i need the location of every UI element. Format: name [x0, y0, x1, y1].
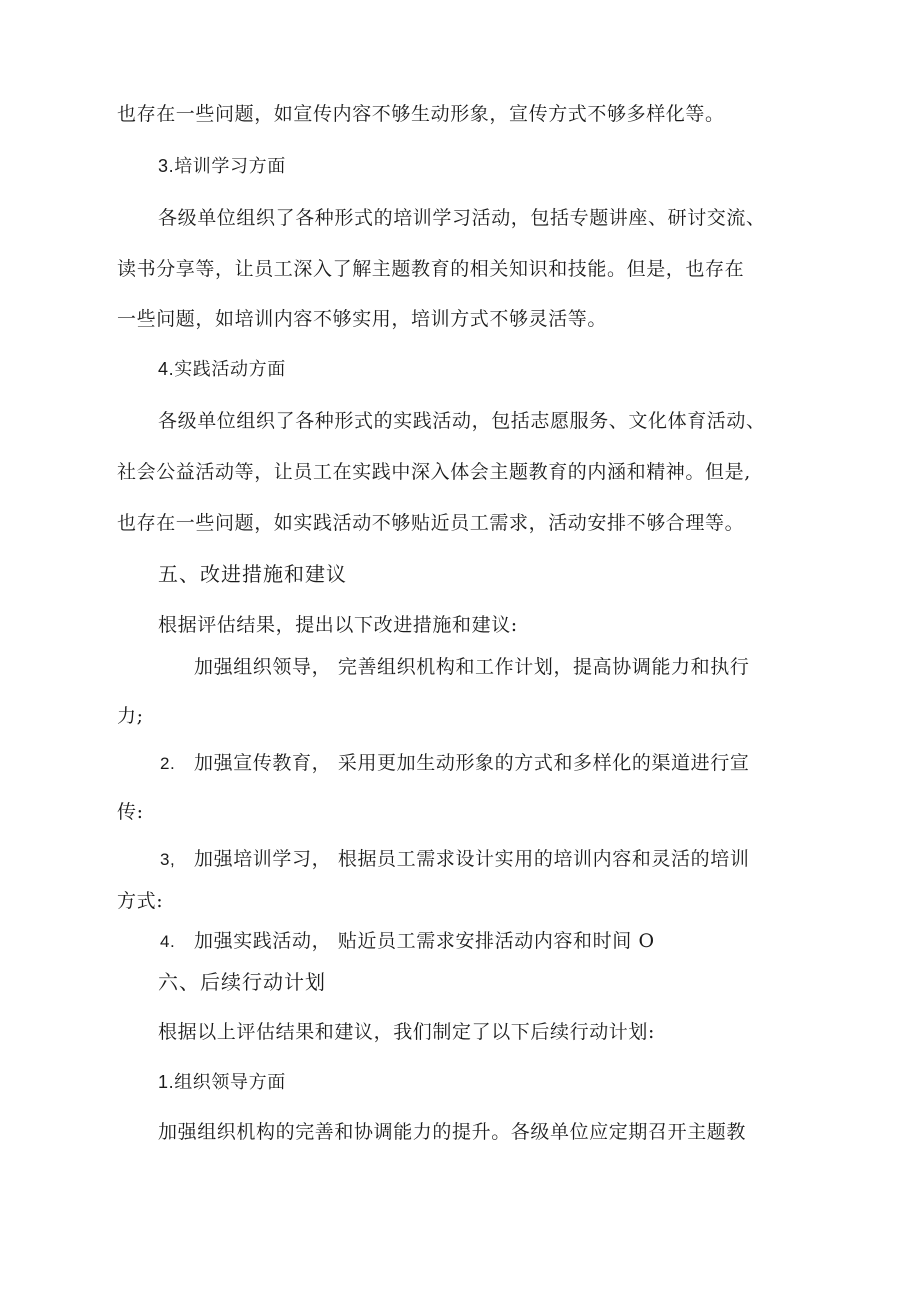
list-item-2-number: 2.: [160, 754, 176, 773]
paragraph-line: 也存在一些问题，如实践活动不够贴近员工需求，活动安排不够合理等。: [117, 512, 745, 534]
list-item-3-text: 加强培训学习， 根据员工需求设计实用的培训内容和灵活的培训: [194, 848, 750, 870]
section-heading-follow-up: 六、后续行动计划: [158, 970, 326, 994]
paragraph-line: 社会公益活动等，让员工在实践中深入体会主题教育的内涵和精神。但是,: [117, 461, 751, 483]
section-heading-improvements: 五、改进措施和建议: [158, 562, 347, 586]
list-item-3-number: 3,: [160, 850, 176, 869]
list-item-2-text: 加强宣传教育， 采用更加生动形象的方式和多样化的渠道进行宣: [194, 752, 750, 774]
list-item-2-continuation: 传:: [117, 801, 144, 823]
paragraph-line: 根据评估结果，提出以下改进措施和建议:: [158, 614, 518, 636]
list-item-1-text: 加强组织领导， 完善组织机构和工作计划，提高协调能力和执行: [194, 656, 750, 678]
list-item-3-continuation: 方式:: [117, 890, 164, 912]
subheading-organization: 1.组织领导方面: [158, 1072, 286, 1092]
list-item-4-text: 加强实践活动， 贴近员工需求安排活动内容和时间 O: [194, 930, 655, 952]
paragraph-line: 各级单位组织了各种形式的培训学习活动，包括专题讲座、研讨交流、: [158, 207, 766, 229]
subheading-practice: 4.实践活动方面: [158, 359, 286, 379]
subheading-training: 3.培训学习方面: [158, 156, 286, 176]
paragraph-line: 一些问题，如培训内容不够实用，培训方式不够灵活等。: [117, 308, 608, 330]
list-item-1-continuation: 力;: [117, 705, 144, 727]
list-item-4-number: 4.: [160, 932, 176, 951]
paragraph-line: 加强组织机构的完善和协调能力的提升。各级单位应定期召开主题教: [158, 1121, 747, 1143]
paragraph-line: 各级单位组织了各种形式的实践活动，包括志愿服务、文化体育活动、: [158, 410, 766, 432]
paragraph-line: 也存在一些问题，如宣传内容不够生动形象，宣传方式不够多样化等。: [117, 103, 725, 125]
paragraph-line: 根据以上评估结果和建议，我们制定了以下后续行动计划:: [158, 1021, 656, 1043]
paragraph-line: 读书分享等，让员工深入了解主题教育的相关知识和技能。但是，也存在: [117, 258, 745, 280]
